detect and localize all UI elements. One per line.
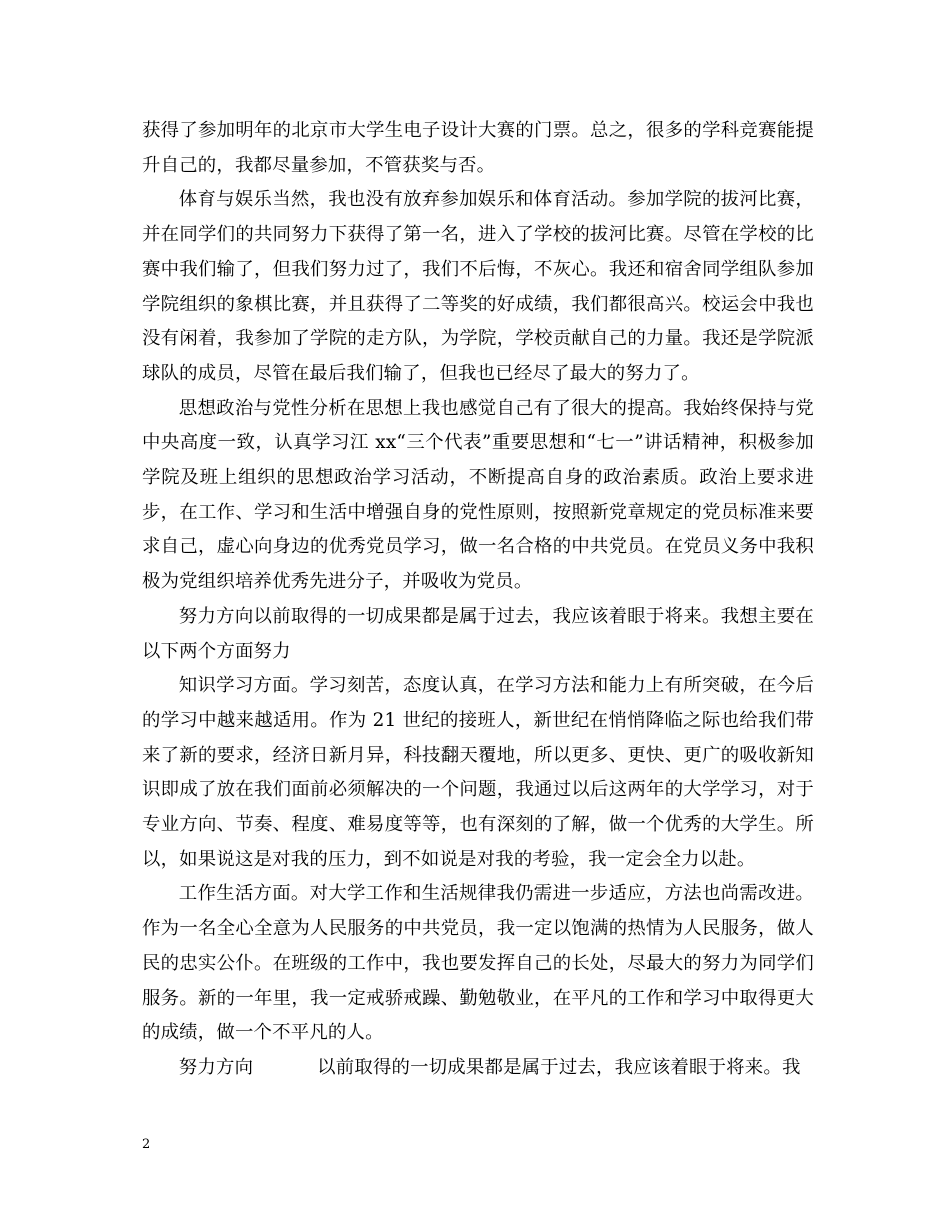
page-number: 2 — [142, 1137, 151, 1152]
paragraph-work-life: 工作生活方面。对大学工作和生活规律我仍需进一步适应，方法也尚需改进。作为一名全心全意为人民服务的中共党员，我一定以饱满的热情为人民服务，做人民的忠实公仆。在班级的工作中，我也要发挥自己的长处，尽最大的努力为同学们服务。新的一年里，我一定戒骄戒躁、勤勉敬业，在平凡的工作和学习中取得更大的成绩，做一个不平凡的人。 — [142, 883, 814, 1044]
paragraph-effort-direction: 努力方向以前取得的一切成果都是属于过去，我应该着眼于将来。我想主要在以下两个方面努力 — [142, 605, 814, 662]
paragraph-effort-direction-repeat — [142, 1051, 814, 1086]
paragraph-political-thought: 思想政治与党性分析在思想上我也感觉自己有了很大的提高。我始终保持与党中央高度一致，认真学习江 xx“三个代表”重要思想和“七一”讲话精神，积极参加学院及班上组织的思想政治学习活动，不断提高自身的政治素质。政治上要求进步，在工作、学习和生活中增强自身的党性原则，按照新党章规定的党员标准来要求自己，虚心向身边的优秀党员学习，做一名合格的中共党员。在党员义务中我积极为党组织培养优秀先进分子，并吸收为党员。 — [142, 397, 814, 593]
paragraph-text: 以前取得的一切成果都是属于过去，我应该着眼于将来。我 — [317, 1056, 801, 1078]
body-text — [142, 114, 814, 1086]
paragraph-competitions-continued: 获得了参加明年的北京市大学生电子设计大赛的门票。总之，很多的学科竞赛能提升自己的，我都尽量参加，不管获奖与否。 — [142, 120, 814, 176]
paragraph-sports-entertainment: 体育与娱乐当然，我也没有放弃参加娱乐和体育活动。参加学院的拔河比赛，并在同学们的共同努力下获得了第一名，进入了学校的拔河比赛。尽管在学校的比赛中我们输了，但我们努力过了，我们不后悔，不灰心。我还和宿舍同学组队参加学院组织的象棋比赛，并且获得了二等奖的好成绩，我们都很高兴。校运会中我也没有闲着，我参加了学院的走方队，为学院，学校贡献自己的力量。我还是学院派球队的成员，尽管在最后我们输了，但我也已经尽了最大的努力了。 — [142, 189, 814, 384]
paragraph-heading: 努力方向 — [178, 1056, 254, 1078]
paragraph-knowledge-learning: 知识学习方面。学习刻苦，态度认真，在学习方法和能力上有所突破，在今后的学习中越来越适用。作为 21 世纪的接班人，新世纪在悄悄降临之际也给我们带来了新的要求，经济日新月异，科技翻天覆地，所以更多、更快、更广的吸收新知识即成了放在我们面前必须解决的一个问题，我通过以后这两年的大学学习，对于专业方向、节奏、程度、难易度等等，也有深刻的了解，做一个优秀的大学生。所以，如果说这是对我的压力，到不如说是对我的考验，我一定会全力以赴。 — [142, 675, 814, 870]
